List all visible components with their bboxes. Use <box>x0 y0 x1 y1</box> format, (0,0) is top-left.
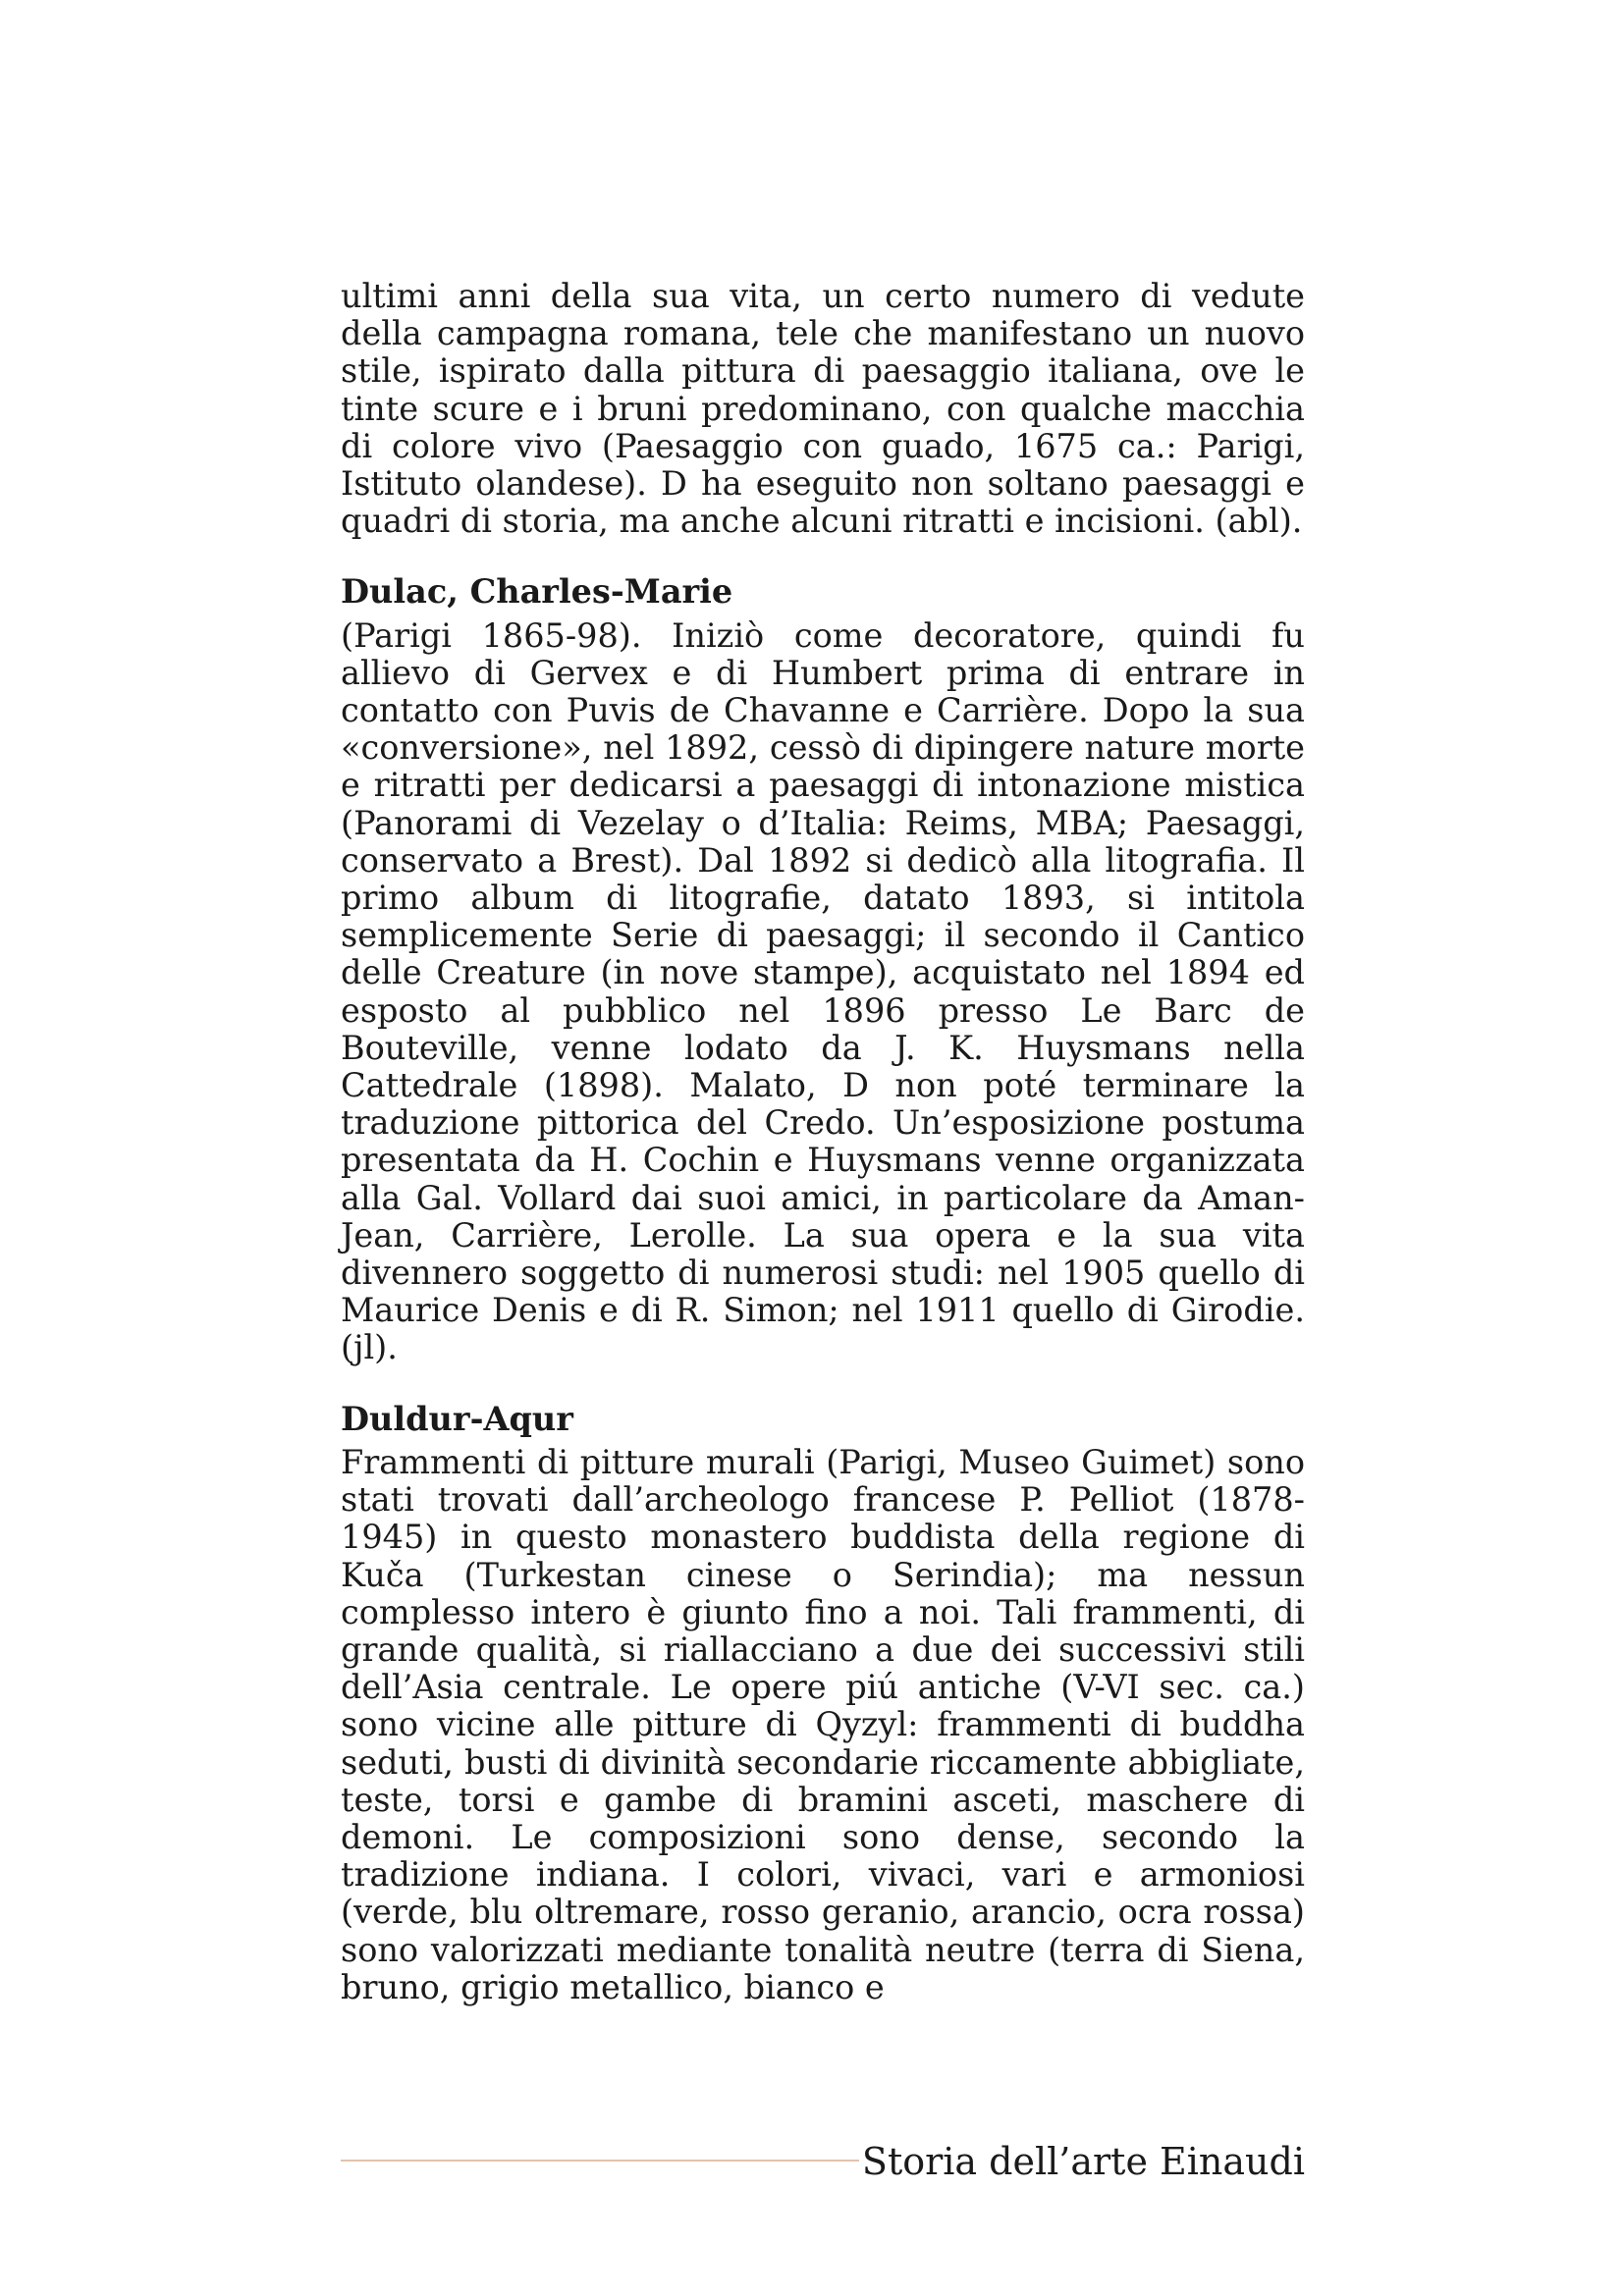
body-paragraph: ultimi anni della sua vita, un certo numero di vedute della campagna romana, tele che manifestano un nuovo stile, ispirato dalla pittura di paesaggio italiana, ove le tinte scure e i bruni predominano, con qualche macchia di colore vivo (Paesaggio con guado, 1675 ca.: Parigi, Istituto olandese). D ha eseguito non soltano paesaggi e quadri di storia, ma anche alcuni ritratti e incisioni. (abl). <box>341 277 1305 541</box>
entry-title: Duldur-Aqur <box>341 1399 573 1438</box>
entry-title: Dulac, Charles-Marie <box>341 572 733 612</box>
body-paragraph: (Parigi 1865-98). Iniziò come decoratore, quindi fu allievo di Gervex e di Humbert prima di entrare in contatto con Puvis de Chavanne e Carrière. Dopo la sua «conversione», nel 1892, cessò di dipingere nature morte e ritratti per dedicarsi a paesaggi di intonazione mistica (Panorami di Vezelay o d’Italia: Reims, MBA; Paesaggi, conservato a Brest). Dal 1892 si dedicò alla litografia. Il primo album di litografie, datato 1893, si intitola semplicemente Serie di paesaggi; il secondo il Cantico delle Creature (in nove stampe), acquistato nel 1894 ed esposto al pubblico nel 1896 presso Le Barc de Bouteville, venne lodato da J. K. Huysmans nella Cattedrale (1898). Malato, D non poté terminare la traduzione pittorica del Credo. Un’esposizione postuma presentata da H. Cochin e Huysmans venne organizzata alla Gal. Vollard dai suoi amici, in particolare da Aman-Jean, Carrière, Lerolle. La sua opera e la sua vita divennero soggetto di numerosi studi: nel 1905 quello di Maurice Denis e di R. Simon; nel 1911 quello di Girodie. (jl). <box>341 615 1305 1367</box>
footer-title: Storia dell’arte Einaudi <box>861 2140 1305 2183</box>
page-text <box>341 278 1305 2006</box>
body-paragraph: Frammenti di pitture murali (Parigi, Museo Guimet) sono stati trovati dall’archeologo francese P. Pelliot (1878-1945) in questo monastero buddista della regione di Kuča (Turkestan cinese o Serindia); ma nessun complesso intero è giunto fino a noi. Tali frammenti, di grande qualità, si riallacciano a due dei successivi stili dell’Asia centrale. Le opere piú antiche (V-VI sec. ca.) sono vicine alle pitture di Qyzyl: frammenti di buddha seduti, busti di divinità secondarie riccamente abbigliate, teste, torsi e gambe di bramini asceti, maschere di demoni. Le composizioni sono dense, secondo la tradizione indiana. I colori, vivaci, vari e armoniosi (verde, blu oltremare, rosso geranio, arancio, ocra rossa) sono valorizzati mediante tonalità neutre (terra di Siena, bruno, grigio metallico, bianco e <box>341 1442 1305 2006</box>
footer-divider <box>341 2160 859 2162</box>
